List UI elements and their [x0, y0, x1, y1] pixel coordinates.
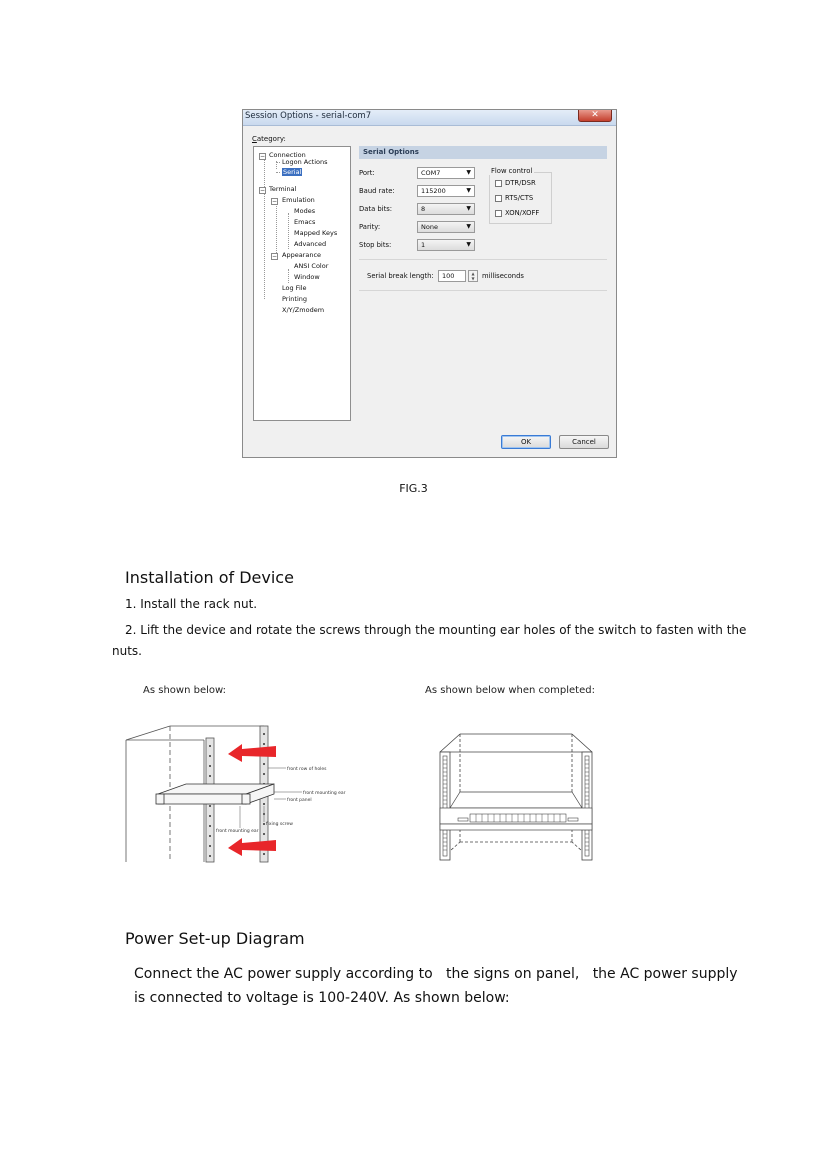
collapse-connection-icon[interactable]: −	[260, 153, 266, 160]
power-heading: Power Set-up Diagram	[125, 929, 305, 948]
tree-item-serial[interactable]: Serial	[283, 168, 302, 176]
install-step-1: 1. Install the rack nut.	[125, 597, 258, 611]
parity-select[interactable]: None ▼	[417, 221, 475, 233]
ok-button[interactable]: OK	[501, 435, 551, 449]
label-fixing-screw: fixing screw	[266, 822, 293, 827]
cancel-button[interactable]: Cancel	[559, 435, 609, 449]
data-bits-label: Data bits:	[359, 205, 393, 213]
collapse-appearance-icon[interactable]: −	[272, 253, 278, 260]
xon-xoff-checkbox[interactable]	[495, 210, 502, 217]
tree-item-emulation[interactable]: Emulation	[282, 196, 315, 204]
spin-updown-icon[interactable]: ▲ ▼	[468, 270, 478, 282]
dropdown-arrow-icon: ▼	[466, 241, 471, 248]
close-button[interactable]: ✕	[578, 110, 612, 122]
power-text-line-1: Connect the AC power supply according to the signs on panel, the AC power supply	[134, 966, 738, 982]
tree-item-connection[interactable]: Connection	[269, 151, 306, 159]
port-label: Port:	[359, 169, 375, 177]
baud-rate-label: Baud rate:	[359, 187, 395, 195]
dropdown-arrow-icon: ▼	[466, 169, 471, 176]
collapse-terminal-icon[interactable]: −	[260, 187, 266, 194]
collapse-emulation-icon[interactable]: −	[272, 198, 278, 205]
label-front-row-of-holes: front row of holes	[287, 767, 327, 772]
rts-cts-checkbox[interactable]	[495, 195, 502, 202]
figure-caption: FIG.3	[399, 482, 428, 495]
serial-options-header: Serial Options	[359, 146, 607, 159]
rack-completed-figure	[436, 730, 596, 864]
tree-item-terminal[interactable]: Terminal	[269, 185, 297, 193]
dropdown-arrow-icon: ▼	[466, 205, 471, 212]
dialog-titlebar	[243, 110, 616, 126]
separator	[359, 259, 607, 260]
tree-item-window[interactable]: Window	[294, 273, 320, 281]
tree-item-advanced[interactable]: Advanced	[294, 240, 327, 248]
stop-bits-select[interactable]: 1 ▼	[417, 239, 475, 251]
category-tree[interactable]	[253, 146, 351, 421]
stop-bits-label: Stop bits:	[359, 241, 392, 249]
power-text-line-2: is connected to voltage is 100-240V. As shown below:	[134, 990, 510, 1006]
tree-item-printing[interactable]: Printing	[282, 295, 308, 303]
serial-break-label: Serial break length:	[367, 272, 434, 280]
label-front-mounting-ear-bottom: front mounting ear	[216, 829, 259, 834]
tree-item-emacs[interactable]: Emacs	[294, 218, 316, 226]
tree-item-xyz-modem[interactable]: X/Y/Zmodem	[282, 306, 325, 314]
install-step-2-line-1: 2. Lift the device and rotate the screws through the mounting ear holes of the switch to fasten with the	[125, 623, 747, 637]
rts-cts-label: RTS/CTS	[505, 194, 534, 202]
installation-heading: Installation of Device	[125, 568, 294, 587]
port-select[interactable]: COM7 ▼	[417, 167, 475, 179]
tree-item-modes[interactable]: Modes	[294, 207, 316, 215]
arrow-icon	[228, 744, 276, 762]
dropdown-arrow-icon: ▼	[466, 187, 471, 194]
label-front-panel: front panel	[287, 798, 312, 803]
dtr-dsr-checkbox[interactable]	[495, 180, 502, 187]
session-options-dialog	[242, 109, 617, 458]
dialog-title: Session Options - serial-com7	[245, 111, 372, 121]
baud-rate-select[interactable]: 115200 ▼	[417, 185, 475, 197]
tree-item-log-file[interactable]: Log File	[282, 284, 307, 292]
rack-install-figure	[124, 722, 374, 864]
tree-item-mapped-keys[interactable]: Mapped Keys	[294, 229, 338, 237]
flow-control-title: Flow control	[491, 167, 533, 175]
category-label: Category:	[252, 135, 286, 143]
data-bits-select[interactable]: 8 ▼	[417, 203, 475, 215]
right-figure-caption: As shown below when completed:	[425, 685, 595, 696]
tree-item-ansi-color[interactable]: ANSI Color	[294, 262, 329, 270]
tree-item-appearance[interactable]: Appearance	[282, 251, 322, 259]
parity-label: Parity:	[359, 223, 381, 231]
xon-xoff-label: XON/XOFF	[505, 209, 540, 217]
tree-item-logon-actions[interactable]: Logon Actions	[282, 158, 328, 166]
serial-break-input[interactable]: 100	[438, 270, 466, 282]
arrow-icon	[228, 838, 276, 856]
dtr-dsr-label: DTR/DSR	[505, 179, 536, 187]
label-front-mounting-ear: front mounting ear	[303, 791, 346, 796]
left-figure-caption: As shown below:	[143, 685, 226, 696]
separator	[359, 290, 607, 291]
dropdown-arrow-icon: ▼	[466, 223, 471, 230]
milliseconds-label: milliseconds	[482, 272, 524, 280]
install-step-2-line-2: nuts.	[112, 644, 142, 658]
